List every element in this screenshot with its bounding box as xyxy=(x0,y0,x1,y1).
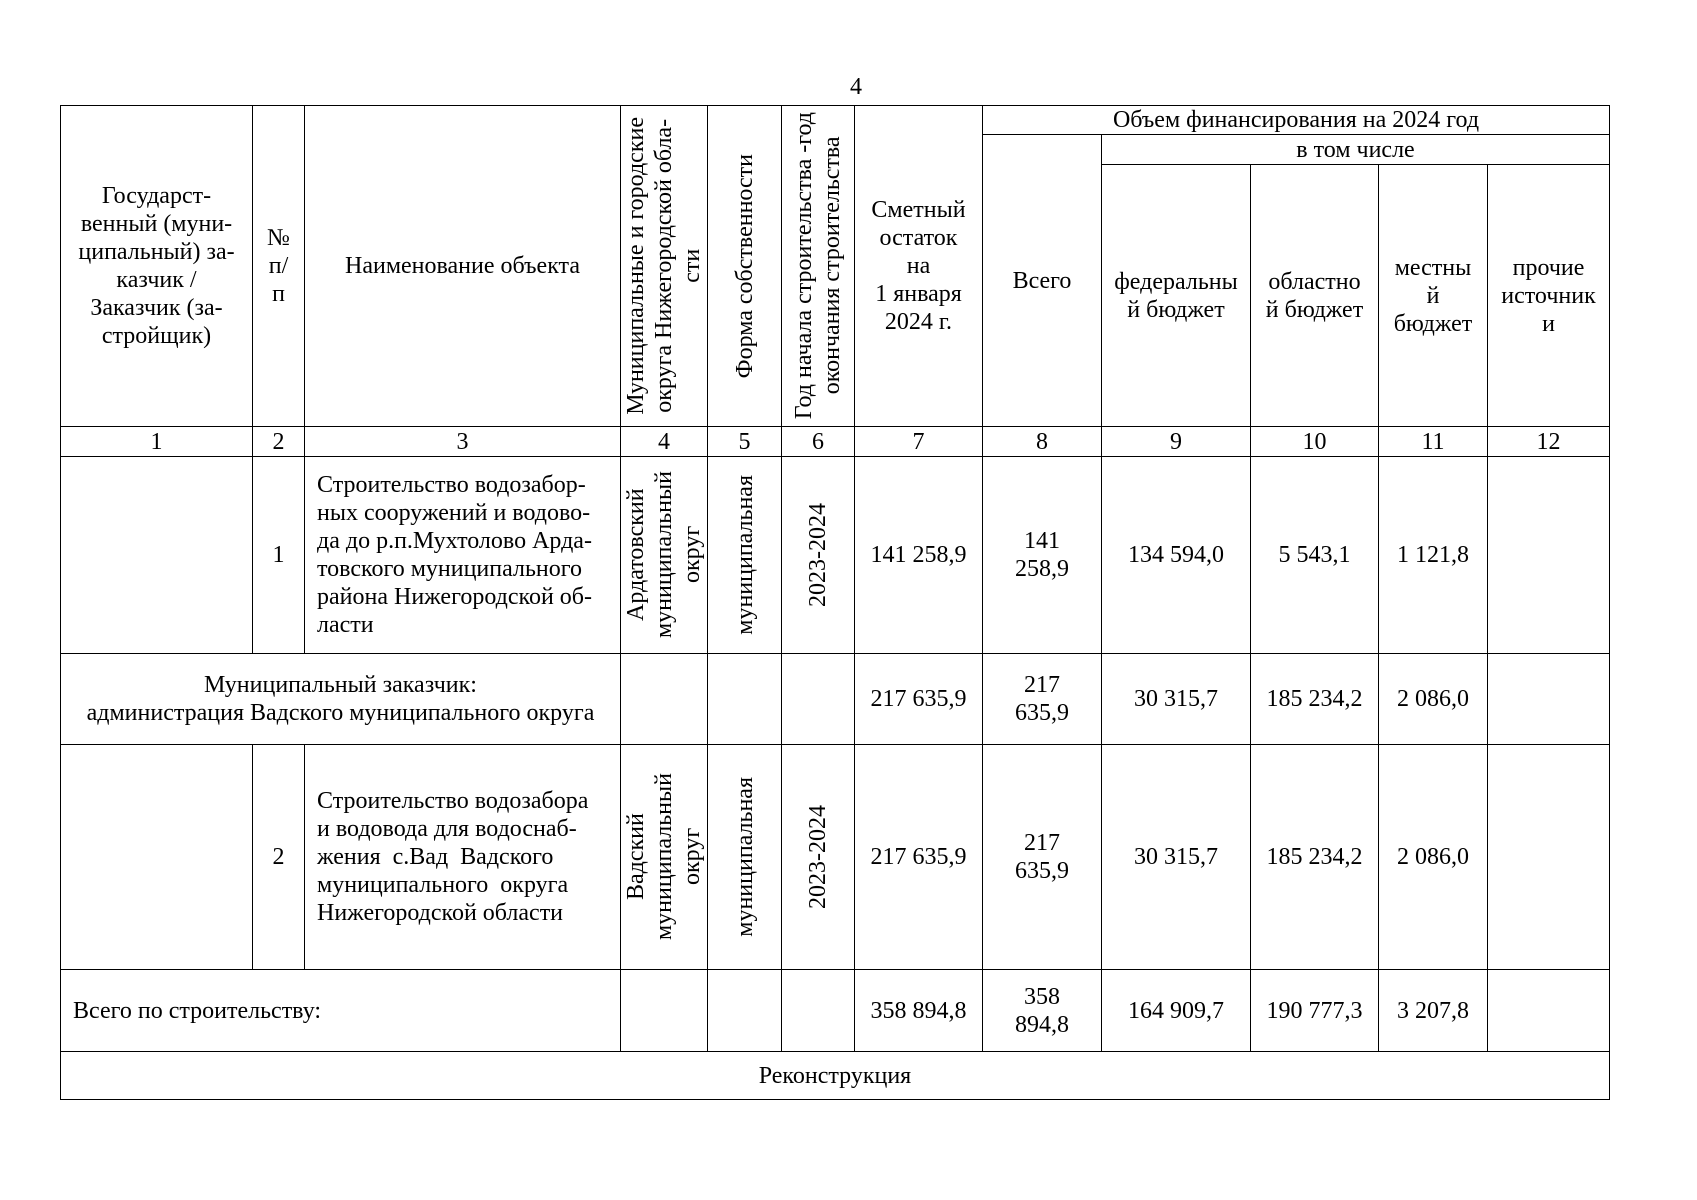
estimated-balance-cell: 217 635,9 xyxy=(855,654,983,745)
header-object-name: Наименование объекта xyxy=(305,106,621,427)
construction-total-label: Всего по строительству: xyxy=(61,970,621,1052)
customer-cell xyxy=(61,745,253,970)
table-row xyxy=(61,970,1610,1052)
header-years xyxy=(782,106,855,427)
header-federal-budget: федеральны й бюджет xyxy=(1102,165,1251,427)
district-label: Ардатовский муниципальный округ xyxy=(623,471,705,639)
column-number: 12 xyxy=(1488,427,1610,457)
header-local-budget: местны й бюджет xyxy=(1379,165,1488,427)
customer-cell xyxy=(61,457,253,654)
section-row xyxy=(61,1052,1610,1100)
column-number: 3 xyxy=(305,427,621,457)
header-other-sources: прочие источник и xyxy=(1488,165,1610,427)
header-customer: Государст- венный (муни- ципальный) за- казчик / Заказчик (за- стройщик) xyxy=(61,106,253,427)
ownership-cell xyxy=(708,745,782,970)
table-row xyxy=(61,457,1610,654)
column-number: 1 xyxy=(61,427,253,457)
ownership-cell xyxy=(708,457,782,654)
regional-budget-cell: 190 777,3 xyxy=(1251,970,1379,1052)
estimated-balance-cell: 217 635,9 xyxy=(855,745,983,970)
district-cell xyxy=(621,654,708,745)
construction-financing-table xyxy=(60,105,1610,1100)
total-cell xyxy=(983,654,1102,745)
local-budget-cell: 1 121,8 xyxy=(1379,457,1488,654)
table-row xyxy=(61,745,1610,970)
total-value: 217 635,9 xyxy=(1015,830,1069,884)
header-estimated-balance: Сметный остаток на 1 января 2024 г. xyxy=(855,106,983,427)
header-including: в том числе xyxy=(1102,135,1610,165)
total-cell xyxy=(983,745,1102,970)
local-budget-cell: 2 086,0 xyxy=(1379,745,1488,970)
object-name-cell: Строительство водозабор- ных сооружений и водово- да до р.п.Мухтолово Арда- товского муниципального района Нижегородской об- ласти xyxy=(305,457,621,654)
header-funding-volume: Объем финансирования на 2024 год xyxy=(983,106,1610,135)
other-sources-cell xyxy=(1488,654,1610,745)
total-value: 358 894,8 xyxy=(1015,983,1069,1038)
years-cell xyxy=(782,654,855,745)
total-cell xyxy=(983,970,1102,1052)
district-cell xyxy=(621,457,708,654)
local-budget-cell: 2 086,0 xyxy=(1379,654,1488,745)
federal-budget-cell: 164 909,7 xyxy=(1102,970,1251,1052)
page-number: 4 xyxy=(850,74,862,100)
header-municipal-district xyxy=(621,106,708,427)
column-number: 6 xyxy=(782,427,855,457)
years-cell xyxy=(782,970,855,1052)
column-number-row xyxy=(61,427,1610,457)
federal-budget-cell: 30 315,7 xyxy=(1102,745,1251,970)
other-sources-cell xyxy=(1488,745,1610,970)
column-number: 4 xyxy=(621,427,708,457)
column-number: 5 xyxy=(708,427,782,457)
header-row xyxy=(61,106,1610,135)
years-label: 2023-2024 xyxy=(805,805,831,909)
column-number: 9 xyxy=(1102,427,1251,457)
regional-budget-cell: 5 543,1 xyxy=(1251,457,1379,654)
district-cell xyxy=(621,970,708,1052)
header-row-number: № п/ п xyxy=(253,106,305,427)
federal-budget-cell: 30 315,7 xyxy=(1102,654,1251,745)
ownership-cell xyxy=(708,654,782,745)
column-number: 11 xyxy=(1379,427,1488,457)
years-cell xyxy=(782,745,855,970)
estimated-balance-cell: 141 258,9 xyxy=(855,457,983,654)
district-cell xyxy=(621,745,708,970)
header-total: Всего xyxy=(983,135,1102,427)
column-number: 2 xyxy=(253,427,305,457)
column-number: 7 xyxy=(855,427,983,457)
total-value: 217 635,9 xyxy=(1015,672,1069,726)
total-value: 141 258,9 xyxy=(1015,528,1069,582)
row-number-cell: 2 xyxy=(253,745,305,970)
table-row xyxy=(61,654,1610,745)
local-budget-cell: 3 207,8 xyxy=(1379,970,1488,1052)
section-title: Реконструкция xyxy=(61,1052,1610,1100)
other-sources-cell xyxy=(1488,970,1610,1052)
federal-budget-cell: 134 594,0 xyxy=(1102,457,1251,654)
column-number: 8 xyxy=(983,427,1102,457)
municipal-customer-label: Муниципальный заказчик: администрация Вадского муниципального округа xyxy=(61,654,621,745)
column-number: 10 xyxy=(1251,427,1379,457)
header-years-label: Год начала строительства -год окончания строительства xyxy=(791,112,845,420)
header-ownership-form xyxy=(708,106,782,427)
ownership-label: муниципальная xyxy=(731,777,758,937)
regional-budget-cell: 185 234,2 xyxy=(1251,654,1379,745)
row-number-cell: 1 xyxy=(253,457,305,654)
ownership-label: муниципальная xyxy=(731,475,758,635)
ownership-cell xyxy=(708,970,782,1052)
header-municipal-district-label: Муниципальные и городские округа Нижегородской обла- сти xyxy=(623,117,705,415)
district-label: Вадский муниципальный округ xyxy=(623,773,705,941)
header-ownership-form-label: Форма собственности xyxy=(731,153,758,379)
estimated-balance-cell: 358 894,8 xyxy=(855,970,983,1052)
years-cell xyxy=(782,457,855,654)
total-cell xyxy=(983,457,1102,654)
header-regional-budget: областно й бюджет xyxy=(1251,165,1379,427)
regional-budget-cell: 185 234,2 xyxy=(1251,745,1379,970)
other-sources-cell xyxy=(1488,457,1610,654)
object-name-cell: Строительство водозабора и водовода для водоснаб- жения с.Вад Вадского муниципального округа Нижегородской области xyxy=(305,745,621,970)
years-label: 2023-2024 xyxy=(805,503,831,607)
